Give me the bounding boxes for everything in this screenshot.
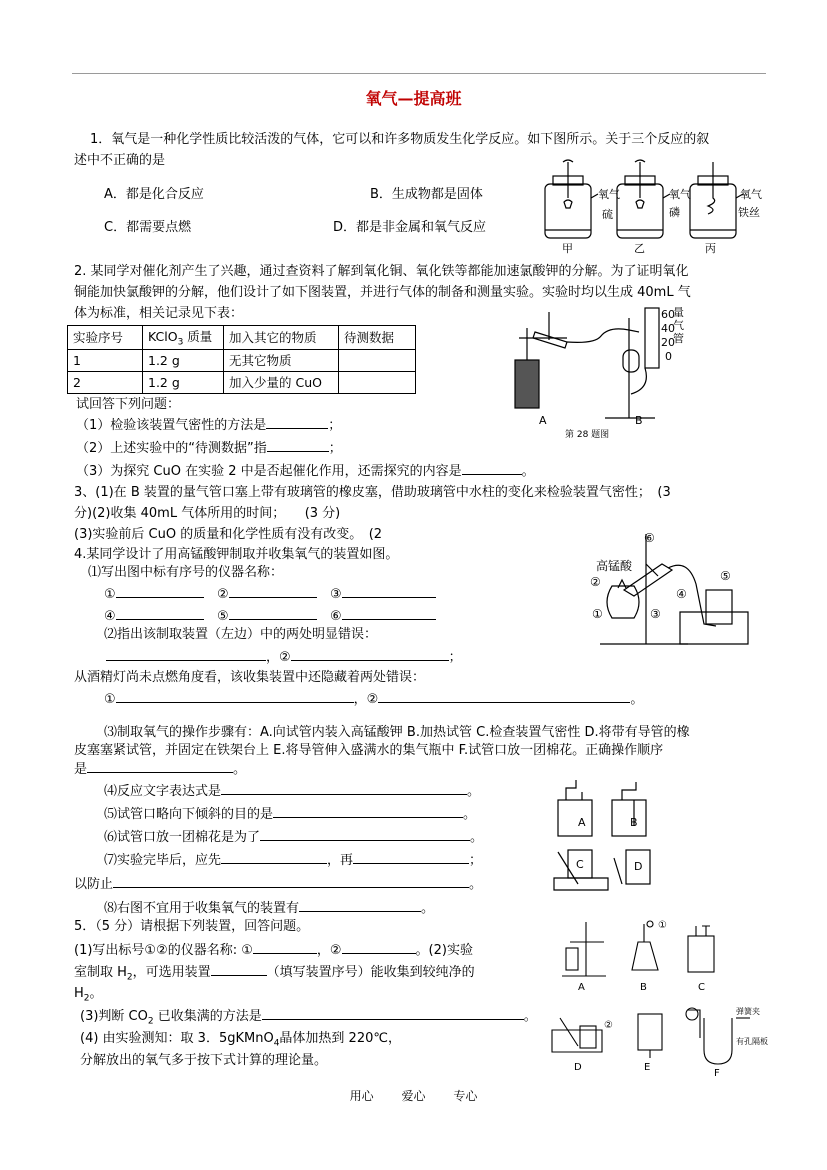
q4-part3-end: 。 <box>233 762 247 777</box>
q5-apparatus-figure <box>540 918 770 1078</box>
q4-part2-sep: ，② <box>266 650 291 665</box>
q4-blank-1[interactable] <box>116 585 204 598</box>
q2-fig-caption: 第 28 题图 <box>565 430 610 440</box>
q2-line1: 2. 某同学对催化剂产生了兴趣，通过查资料了解到氧化铜、氧化铁等都能加速氯酸钾的分解。为了证明氧化 <box>74 264 689 279</box>
q4-error-blank-2[interactable] <box>291 648 449 661</box>
q4-hidden-error-blank-1[interactable] <box>116 690 354 703</box>
q4-part7b <box>74 875 482 894</box>
q1-stem-line2: 述中不正确的是 <box>74 153 166 168</box>
circle-1: ① <box>104 587 116 602</box>
q5-fig-label-plate: 有孔隔板 <box>736 1037 768 1046</box>
q4-part7-end: ； <box>469 853 483 868</box>
q4-blank-5-row <box>217 607 317 626</box>
q4-blank-5[interactable] <box>229 607 317 620</box>
q4-part8 <box>104 899 434 918</box>
q4-part3-line2: 皮塞塞紧试管，并固定在铁架台上 E.将导管伸入盛满水的集气瓶中 F.试管口放一团棉花。正确操作顺序 <box>74 743 664 758</box>
q5-part2-d: H <box>74 986 84 1001</box>
q5-part4-b: 晶体加热到 220℃， <box>279 1031 401 1046</box>
q4-blank-2[interactable] <box>229 585 317 598</box>
q4-part4 <box>104 782 480 801</box>
q1-figure <box>540 158 765 254</box>
q2-fig-tick-40: 40 <box>661 322 675 335</box>
q4-blank-2-row <box>217 585 317 604</box>
page-title: 氧气—提高班 <box>365 89 462 108</box>
q4-part7-mid: ，再 <box>327 853 354 868</box>
q4-fig-label-6: ⑥ <box>644 531 655 545</box>
q2-sub3-text: （3）为探究 CuO 在实验 2 中是否起催化作用，还需探究的内容是 <box>76 464 462 479</box>
q5-part4-sub: 4 <box>273 1038 280 1049</box>
page-footer <box>0 1087 827 1104</box>
q5-part2 <box>74 963 475 987</box>
q4-part3-line3-text: 是 <box>74 762 88 777</box>
q4-part3-line3 <box>74 760 246 779</box>
q2-sub3-blank[interactable] <box>462 462 522 475</box>
q4-part6-text: ⑹试管口放一团棉花是为了 <box>104 830 261 845</box>
q4-cotton-purpose-blank[interactable] <box>260 828 470 841</box>
q1-option-c: C．都需要点燃 <box>104 220 192 235</box>
q4-blank-3-row <box>330 585 436 604</box>
answer3-line1: 3、(1)在 B 装置的量气管口塞上带有玻璃管的橡皮塞，借助玻璃管中水柱的变化来检验装置气密性； (3 <box>74 485 671 500</box>
q1-option-d: D．都是非金属和氧气反应 <box>333 220 487 235</box>
q5-fig-label-c: C <box>698 982 705 993</box>
kclo-text: KClO <box>148 329 178 344</box>
answer3-line3: (3)实验前后 CuO 的质量和化学性质有没有改变。 (2 <box>74 527 383 542</box>
q5-fig-label-a: A <box>578 982 585 993</box>
q1-fig-label-jia: 甲 <box>562 242 573 254</box>
q5-fig-label-b: B <box>640 982 647 993</box>
table-header-cell: 实验序号 <box>68 326 143 350</box>
q2-fig-label-qi: 气 <box>673 319 684 332</box>
q5-part1-c: 。(2)实验 <box>415 943 473 958</box>
q5-part1-b: ，② <box>316 943 342 958</box>
q4-part2-blanks <box>106 648 462 667</box>
q4-part2b-end: 。 <box>630 692 644 707</box>
q4-part8-end: 。 <box>421 901 435 916</box>
q4-part8-text: ⑻右图不宜用于收集氧气的装置有 <box>104 901 300 916</box>
q5-part3-sub: 2 <box>147 1016 154 1027</box>
q1-fig-label-sulfur: 硫 <box>602 208 613 221</box>
q4-prevent-blank[interactable] <box>113 875 469 888</box>
q4-part1: ⑴写出图中标有序号的仪器名称： <box>88 565 284 580</box>
table-cell: 2 <box>68 371 143 393</box>
q2-sub1 <box>76 416 341 435</box>
q5-part5: 分解放出的氧气多于按下式计算的理论量。 <box>80 1053 328 1068</box>
q5-part4 <box>80 1030 401 1053</box>
q1-option-b: B．生成物都是固体 <box>370 187 483 202</box>
q1-fig-label-oxygen1: 氧气 <box>598 188 620 201</box>
q2-fig-label-a: A <box>539 414 547 427</box>
q4-part7b-end: 。 <box>469 877 483 892</box>
q4-part2b-sep: ，② <box>353 692 379 707</box>
table-header-cell <box>143 326 224 350</box>
q4-fig-label-kmno4: 高锰酸 <box>596 559 633 573</box>
q2-record-table <box>67 325 416 394</box>
q2-sub3-end: 。 <box>521 464 535 479</box>
q2-sub2-blank[interactable] <box>267 439 329 452</box>
q4-order-blank[interactable] <box>87 760 233 773</box>
q5-stem: 5．（5 分）请根据下列装置，回答问题。 <box>74 919 310 934</box>
q2-sub1-text: （1）检验该装置气密性的方法是 <box>76 418 267 433</box>
table-row <box>68 371 416 393</box>
q4-part2b: 从酒精灯尚未点燃角度看，该收集装置中还隐藏着两处错误： <box>74 670 426 685</box>
q4-fig2-label-a: A <box>578 816 586 829</box>
q4-part2-end: ； <box>448 650 462 665</box>
kclo-subscript: 3 <box>177 337 184 348</box>
q5-part3-c: 。 <box>523 1009 537 1024</box>
q4-part6 <box>104 828 483 847</box>
q5-fig-label-clip: 弹簧夹 <box>736 1007 760 1016</box>
q4-fig-label-4: ④ <box>676 587 687 601</box>
q5-part3-a: (3)判断 CO <box>80 1009 148 1024</box>
circle-6: ⑥ <box>330 609 342 624</box>
q4-blank-4-row <box>104 607 204 626</box>
footer-text-1: 用心 <box>349 1089 374 1103</box>
q2-line2: 铜能加快氯酸钾的分解，他们设计了如下图装置，并进行气体的制备和测量实验。实验时均以生成 40mL 气 <box>74 285 691 300</box>
q4-fig-label-2: ② <box>590 575 601 589</box>
q4-fig-label-1: ① <box>592 607 603 621</box>
q4-equation-blank[interactable] <box>221 782 467 795</box>
q4-apparatus-figure <box>588 528 766 652</box>
circle-5: ⑤ <box>217 609 229 624</box>
q4-part4-text: ⑷反应文字表达式是 <box>104 784 222 799</box>
q4-part5-end: 。 <box>463 807 477 822</box>
q2-sub1-end: ； <box>328 418 342 433</box>
q1-stem-line1: 1．氧气是一种化学性质比较活泼的气体，它可以和许多物质发生化学反应。如下图所示。关于三个反应的叙 <box>90 132 710 147</box>
q4-part5 <box>104 805 476 824</box>
q2-line3: 体为标准，相关记录见下表： <box>74 306 244 321</box>
q5-device-blank[interactable] <box>211 963 267 976</box>
table-header-row <box>68 326 416 350</box>
q2-fig-tick-20: 20 <box>661 336 675 349</box>
q4-blank-6-row <box>330 607 436 626</box>
table-header-cell: 待测数据 <box>339 326 416 350</box>
q5-fig-label-d: D <box>574 1062 582 1073</box>
circle-3: ③ <box>330 587 342 602</box>
footer-text-2: 爱心 <box>401 1089 426 1103</box>
q5-part2-dsub: 2 <box>83 993 90 1004</box>
table-cell <box>339 371 416 393</box>
q2-sub2-end: ； <box>328 441 342 456</box>
q2-prompt: 试回答下列问题： <box>76 397 181 412</box>
q2-fig-label-b: B <box>635 414 643 427</box>
q5-part2-sub: 2 <box>126 972 133 983</box>
table-row <box>68 349 416 371</box>
q4-fig2-label-d: D <box>634 860 643 873</box>
q1-fig-label-oxygen2: 氧气 <box>669 188 691 201</box>
q4-fig-label-3: ③ <box>650 607 661 621</box>
q4-unsuitable-blank[interactable] <box>299 899 421 912</box>
q4-fig2-label-b: B <box>630 816 638 829</box>
q1-fig-label-bing: 丙 <box>705 242 716 254</box>
q1-fig-label-yi: 乙 <box>634 242 645 254</box>
q4-part2b-a: ① <box>104 692 116 707</box>
q1-fig-label-phosphorus: 磷 <box>669 206 680 219</box>
mass-text: 质量 <box>183 329 213 344</box>
q5-part1-a: (1)写出标号①②的仪器名称: ① <box>74 943 253 958</box>
q5-instrument-2-blank[interactable] <box>342 941 416 954</box>
q5-fig-label-2: ② <box>604 1020 613 1031</box>
q5-part2-b: ，可选用装置 <box>132 965 211 980</box>
q4-blank-1-row <box>104 585 204 604</box>
q5-part2-e: 。 <box>89 986 103 1001</box>
circle-4: ④ <box>104 609 116 624</box>
q2-fig-tick-0: 0 <box>665 350 672 363</box>
q5-part3-b: 已收集满的方法是 <box>153 1009 262 1024</box>
q5-part2-cont <box>74 985 103 1008</box>
q4-fig-label-5: ⑤ <box>720 569 731 583</box>
q4-fig2-label-c: C <box>576 858 584 871</box>
table-header-cell: 加入其它的物质 <box>224 326 339 350</box>
q2-fig-label-liang: 量 <box>673 306 684 319</box>
q4-part3-line1: ⑶制取氧气的操作步骤有：A.向试管内装入高锰酸钾 B.加热试管 C.检查装置气密性 D.将带有导管的橡 <box>104 725 690 740</box>
q5-fig-label-1: ① <box>658 920 667 931</box>
q5-part2-c: （填写装置序号）能收集到较纯净的 <box>266 965 475 980</box>
q4-part6-end: 。 <box>470 830 484 845</box>
q2-sub2-text: （2）上述实验中的“待测数据”指 <box>76 441 267 456</box>
q5-fig-label-f: F <box>714 1068 720 1078</box>
table-cell: 1.2 g <box>143 371 224 393</box>
q5-part1 <box>74 941 473 960</box>
q4-part2b-blanks <box>104 690 643 709</box>
q4-stem: 4.某同学设计了用高锰酸钾制取并收集氧气的装置如图。 <box>74 547 399 562</box>
circle-2: ② <box>217 587 229 602</box>
q4-part7-text: ⑺实验完毕后，应先 <box>104 853 222 868</box>
table-cell: 1 <box>68 349 143 371</box>
q2-apparatus-figure <box>505 298 685 440</box>
q4-part2: ⑵指出该制取装置（左边）中的两处明显错误： <box>104 627 378 642</box>
q4-collection-figure <box>548 778 658 896</box>
q4-blank-6[interactable] <box>342 607 436 620</box>
q4-blank-3[interactable] <box>342 585 436 598</box>
q4-first-step-blank[interactable] <box>221 851 327 864</box>
q1-option-a: A．都是化合反应 <box>104 187 204 202</box>
q4-part7b-text: 以防止 <box>74 877 114 892</box>
table-cell: 加入少量的 CuO <box>224 371 339 393</box>
q5-instrument-1-blank[interactable] <box>253 941 317 954</box>
table-cell <box>339 349 416 371</box>
q2-fig-label-guan: 管 <box>673 332 684 345</box>
q4-part5-text: ⑸试管口略向下倾斜的目的是 <box>104 807 274 822</box>
q4-hidden-error-blank-2[interactable] <box>378 690 630 703</box>
q5-co2-full-blank[interactable] <box>262 1007 524 1020</box>
q4-part7 <box>104 851 482 870</box>
q2-sub2 <box>76 439 342 458</box>
q5-fig-label-e: E <box>644 1062 651 1073</box>
answer3-line2: 分)(2)收集 40mL 气体所用的时间； (3 分) <box>74 506 341 521</box>
q5-part4-a: (4) 由实验测知：取 3．5gKMnO <box>80 1031 274 1046</box>
q2-fig-tick-60: 60 <box>661 308 675 321</box>
q4-part4-end: 。 <box>467 784 481 799</box>
q5-part2-a: 室制取 H <box>74 965 127 980</box>
q5-part3 <box>80 1007 537 1031</box>
q1-fig-label-iron-wire: 铁丝 <box>738 206 760 219</box>
q4-tilt-purpose-blank[interactable] <box>273 805 463 818</box>
table-cell: 无其它物质 <box>224 349 339 371</box>
q4-then-step-blank[interactable] <box>353 851 469 864</box>
footer-text-3: 专心 <box>453 1089 478 1103</box>
q4-blank-4[interactable] <box>116 607 204 620</box>
q2-sub3 <box>76 462 535 481</box>
q4-error-blank-1[interactable] <box>106 648 266 661</box>
q2-sub1-blank[interactable] <box>266 416 328 429</box>
header-rule <box>72 73 766 74</box>
table-cell: 1.2 g <box>143 349 224 371</box>
q1-fig-label-oxygen3: 氧气 <box>740 188 762 201</box>
